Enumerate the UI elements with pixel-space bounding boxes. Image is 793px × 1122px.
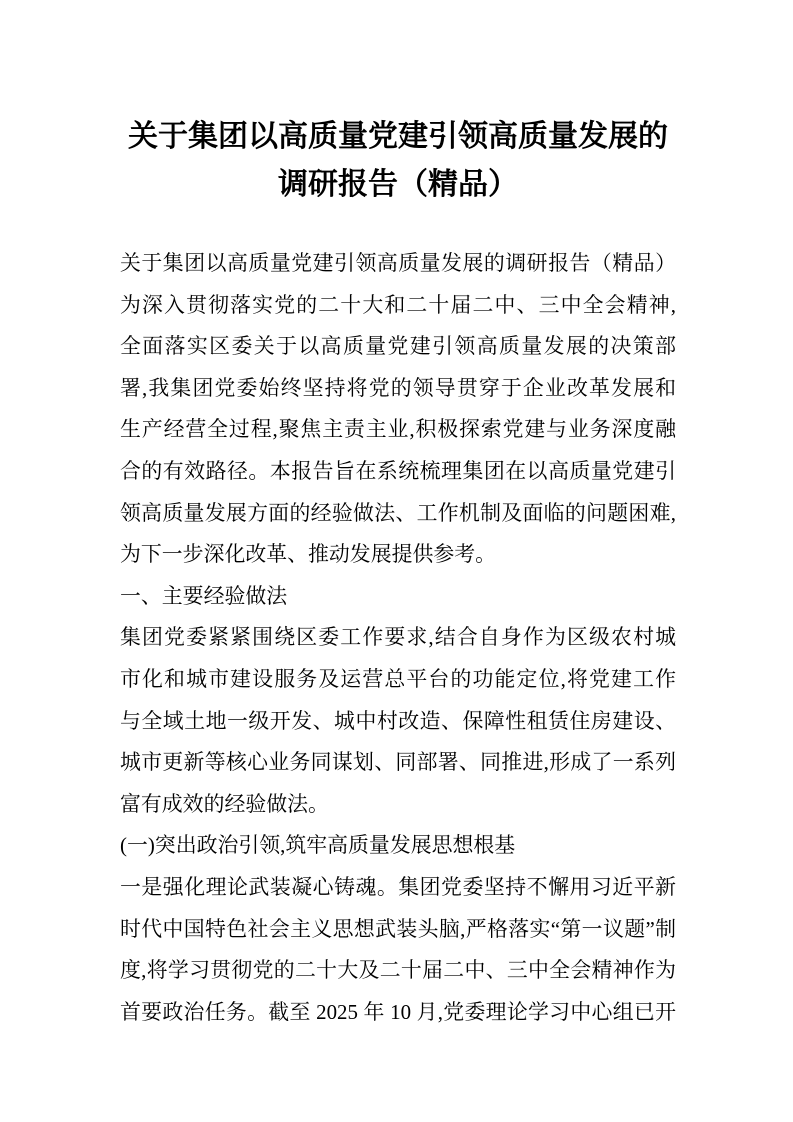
body-line: 关于集团以高质量党建引领高质量发展的调研报告（精品）: [120, 251, 676, 275]
body-line: 集团党委紧紧围绕区委工作要求,结合自身作为区级农村城: [120, 625, 676, 650]
body-line: 一是强化理论武装凝心铸魂。集团党委坚持不懈用习近平新: [120, 874, 676, 899]
body-line: 署,我集团党委始终坚持将党的领导贯穿于企业改革发展和: [120, 375, 676, 400]
document-title: [120, 113, 676, 209]
body-line: 度,将学习贯彻党的二十大及二十届二中、三中全会精神作为: [120, 958, 676, 983]
subsection-heading: (一)突出政治引领,筑牢高质量发展思想根基: [120, 833, 516, 858]
body-line: 生产经营全过程,聚焦主责主业,积极探索党建与业务深度融: [120, 417, 676, 442]
title-line-2: 调研报告（精品）: [278, 168, 518, 201]
body-line: 时代中国特色社会主义思想武装头脑,严格落实“第一议题”制: [120, 916, 676, 941]
title-line-1: 关于集团以高质量党建引领高质量发展的: [128, 120, 668, 153]
body-line: 为深入贯彻落实党的二十大和二十届二中、三中全会精神,: [120, 292, 676, 317]
body-line: 市化和城市建设服务及运营总平台的功能定位,将党建工作: [120, 666, 676, 691]
body-line: 合的有效路径。本报告旨在系统梳理集团在以高质量党建引: [120, 458, 676, 483]
body-line: 城市更新等核心业务同谋划、同部署、同推进,形成了一系列: [120, 750, 676, 775]
body-line: 首要政治任务。截至 2025 年 10 月,党委理论学习中心组已开: [120, 999, 676, 1024]
body-line: 与全域土地一级开发、城中村改造、保障性租赁住房建设、: [120, 708, 676, 733]
body-line: 富有成效的经验做法。: [120, 791, 329, 816]
section-heading: 一、主要经验做法: [120, 583, 288, 608]
body-line: 全面落实区委关于以高质量党建引领高质量发展的决策部: [120, 334, 676, 359]
body-line: 为下一步深化改革、推动发展提供参考。: [120, 542, 497, 567]
document-body: [120, 243, 676, 1033]
body-line: 领高质量发展方面的经验做法、工作机制及面临的问题困难,: [120, 500, 676, 525]
